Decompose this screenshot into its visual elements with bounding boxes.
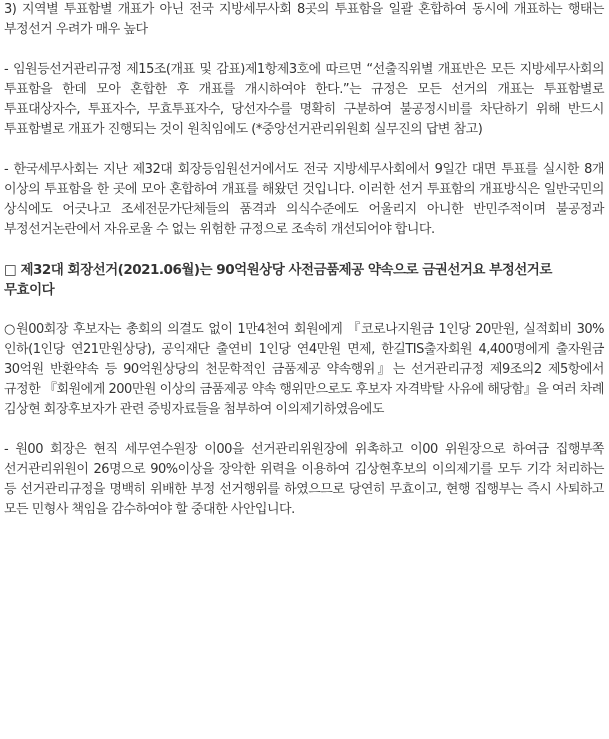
paragraph-regulation-article-15: - 임원등선거관리규정 제15조(개표 및 감표)제1항제3호에 따르면 “선출직위별 개표반은 모든 지방세무사회의 투표함을 한데 모아 혼합한 후 개표를 개시하여야 한다.”는 규정은 모든 선거의 개표는 투표함별로 투표대상자수, 투표자수, 무효투표자수, 당선자수를 명확히 구분하여 불공정시비를 차단하기 위해 반드시 투표함별로 개표가 진행되는 것이 원칙임에도 (*중앙선거관리위원회 실무진의 답변 참고) (4, 62, 604, 137)
document-body (4, 0, 604, 520)
spacer (4, 140, 604, 160)
spacer (4, 420, 604, 440)
spacer (4, 240, 604, 260)
section-heading-election-invalid: □ 제32대 회장선거(2021.06월)는 90억원상당 사전금품제공 약속으로 금권선거요 부정선거로 무효이다 (4, 262, 552, 298)
paragraph-election-committee: - 원00 회장은 현직 세무연수원장 이00을 선거관리위원장에 위촉하고 이00 위원장으로 하여금 집행부쪽 선거관리위원이 26명으로 90%이상을 장악한 위력을 이용하여 김상현후보의 이의제기를 모두 기각 처리하는 등 선거관리규정을 명백히 위배한 부정 선거행위를 하였으므로 당연히 무효이고, 현행 집행부는 즉시 사퇴하고 모든 민형사 책임을 감수하여야 할 중대한 사안입니다. (4, 442, 604, 517)
paragraph-item-3-counting: 3) 지역별 투표함별 개표가 아닌 전국 지방세무사회 8곳의 투표함을 일괄 혼합하여 동시에 개표하는 행태는 부정선거 우려가 매우 높다 (4, 2, 604, 37)
paragraph-candidate-promises: ○원00회장 후보자는 총회의 의결도 없이 1만4천여 회원에게 『코로나지원금 1인당 20만원, 실적회비 30%인하(1인당 연21만원상당), 공익재단 출연비 1인당 연4만원 면제, 한길TIS출자회원 4,400명에게 출자원금 30억원 반환약속 등 90억원상당의 천문학적인 금품제공 약속행위』는 선거관리규정 제9조의2 제5항에서 규정한 『회원에게 200만원 이상의 금품제공 약속 행위만으로도 후보자 자격박탈 사유에 해당함』을 여러 차례 김상현 회장후보자가 관련 증빙자료들을 첨부하여 이의제기하였음에도 (4, 322, 604, 417)
paragraph-32nd-election-counting: - 한국세무사회는 지난 제32대 회장등임원선거에서도 전국 지방세무사회에서 9일간 대면 투표를 실시한 8개 이상의 투표함을 한 곳에 모아 혼합하여 개표를 해왔던 것입니다. 이러한 선거 투표함의 개표방식은 일반국민의 상식에도 어긋나고 조세전문가단체들의 품격과 의식수준에도 어울리지 아니한 반민주적이며 불공정과 부정선거논란에서 자유로울 수 없는 위험한 규정으로 조속히 개선되어야 합니다. (4, 162, 604, 237)
spacer (4, 300, 604, 320)
spacer (4, 40, 604, 60)
